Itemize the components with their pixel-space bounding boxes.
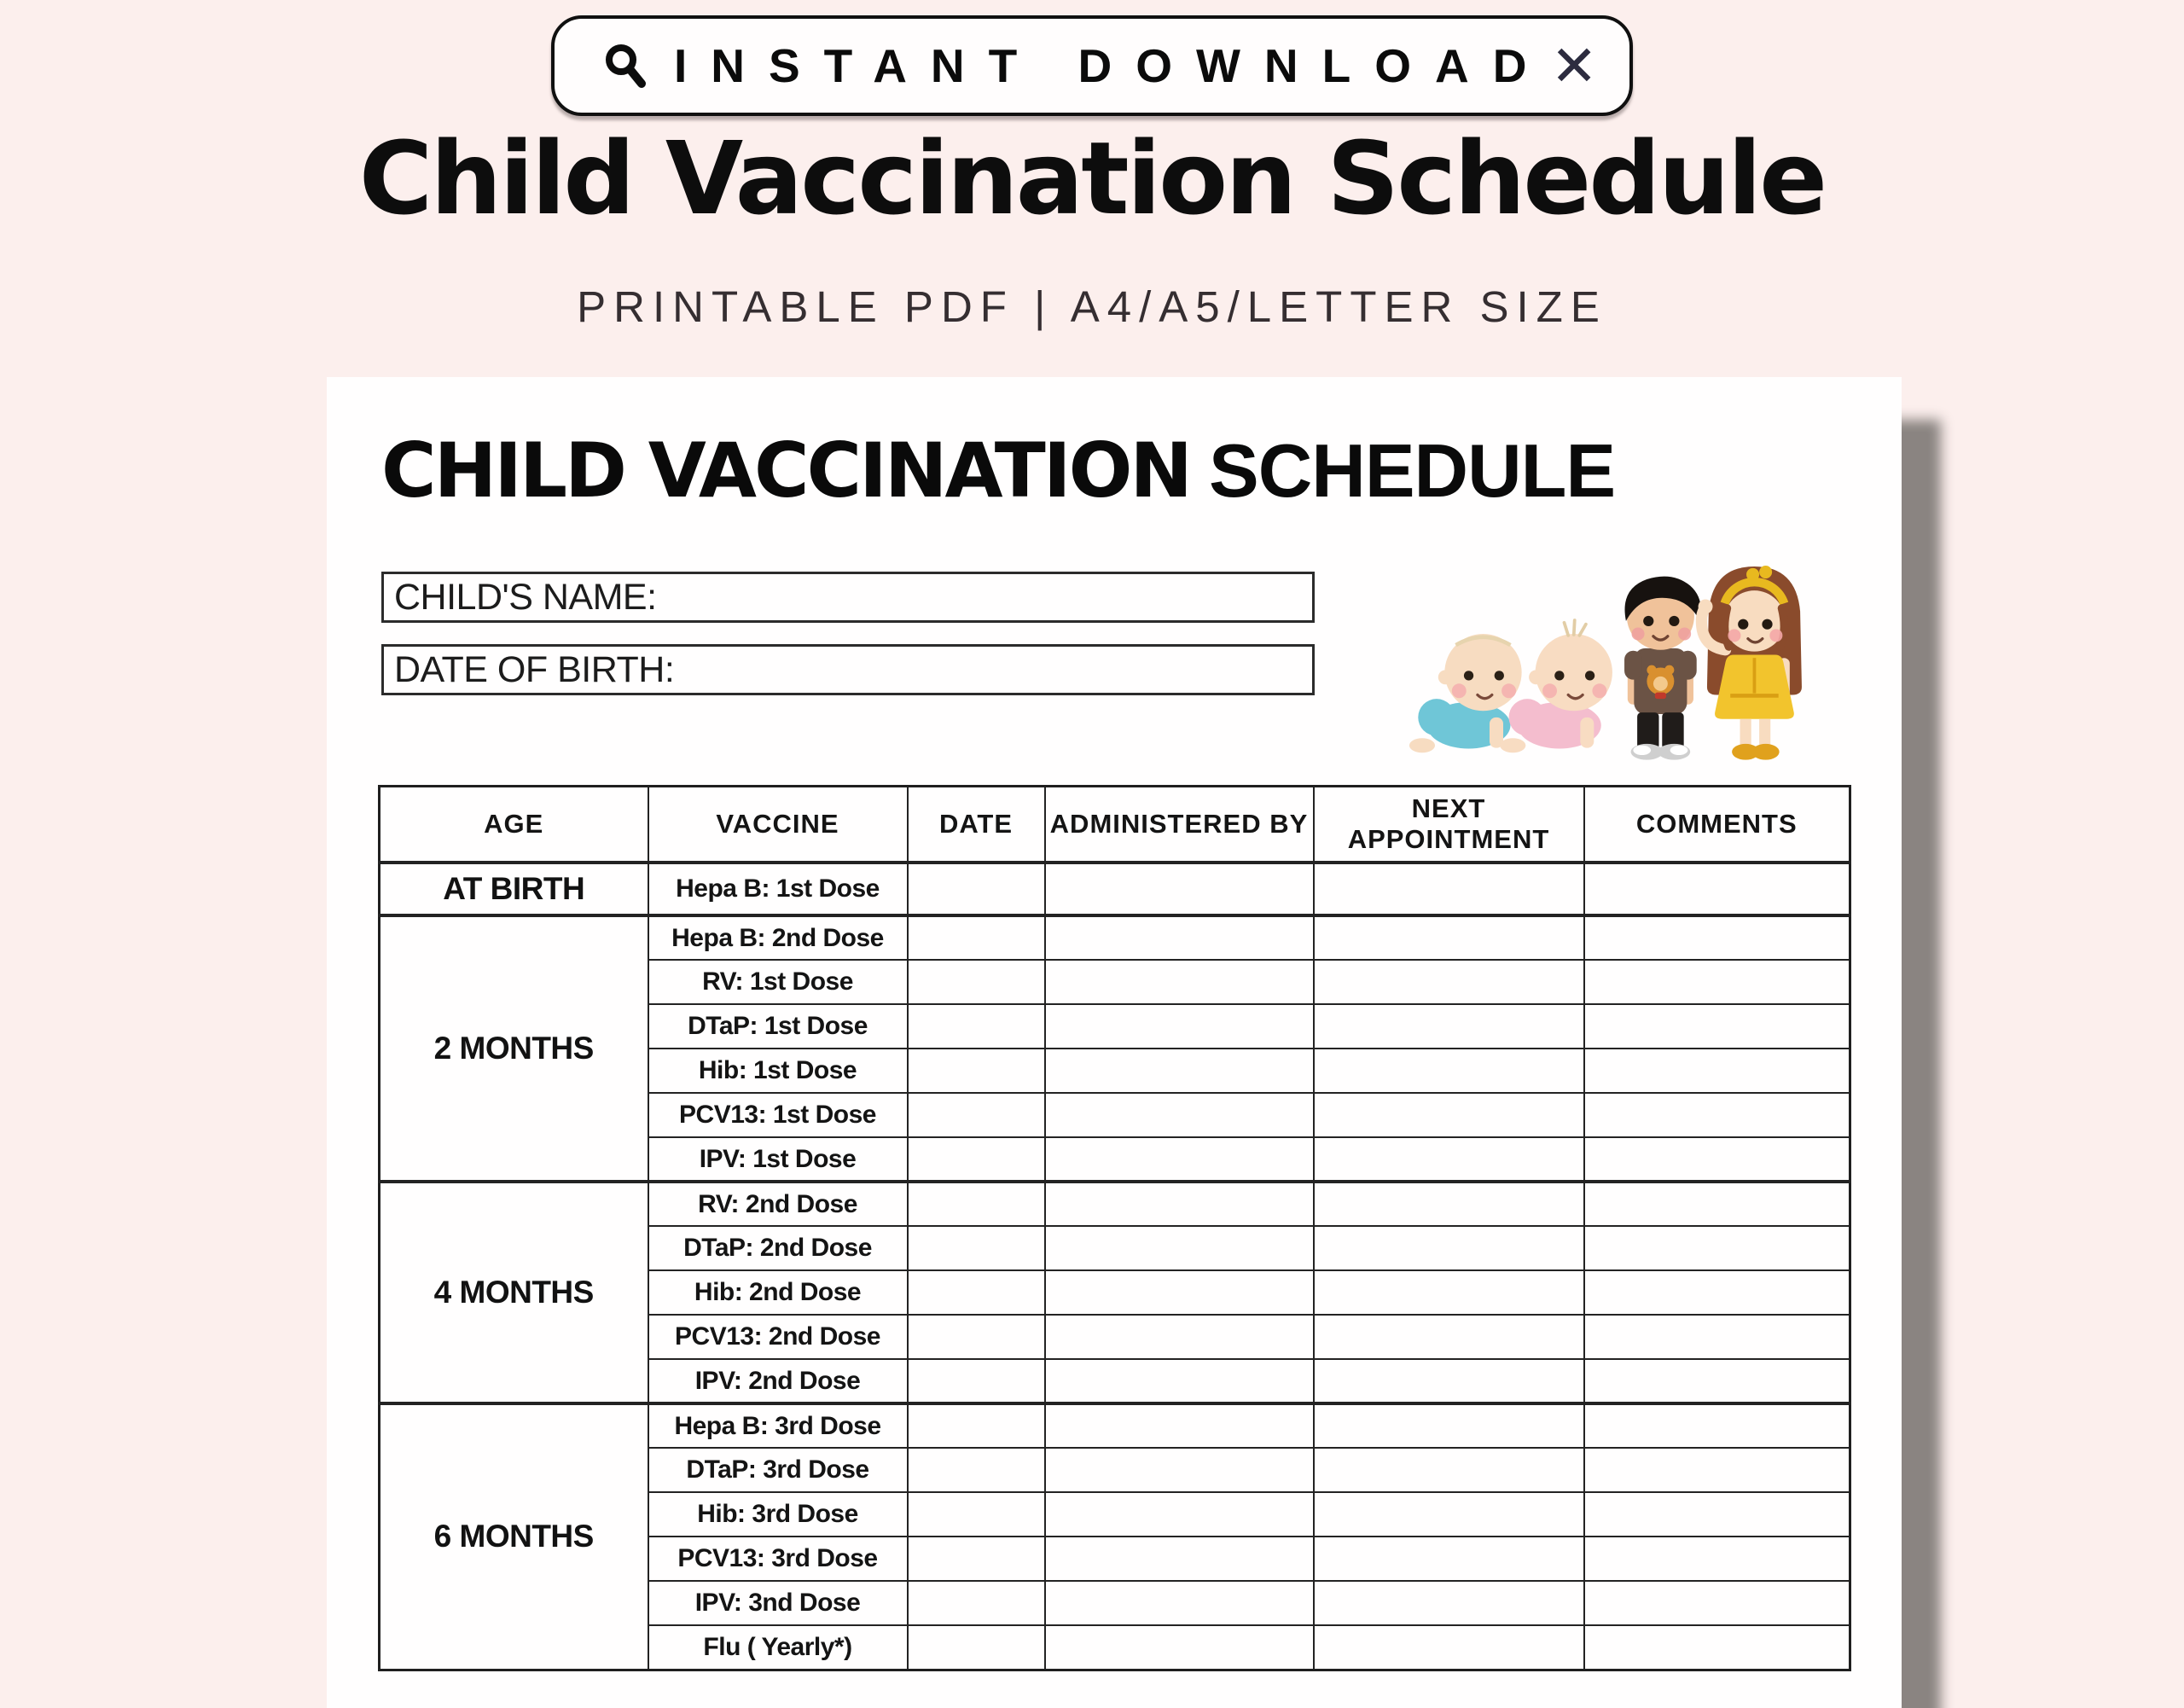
entry-cell xyxy=(1314,1093,1584,1137)
entry-cell xyxy=(1045,1448,1314,1492)
entry-cell xyxy=(1045,1492,1314,1537)
entry-cell xyxy=(1045,1093,1314,1137)
entry-cell xyxy=(908,1270,1045,1315)
entry-cell xyxy=(1045,1625,1314,1670)
document-heading-secondary: SCHEDULE xyxy=(1209,428,1616,513)
entry-cell xyxy=(1045,1182,1314,1226)
entry-cell xyxy=(1584,1448,1850,1492)
entry-cell xyxy=(908,1182,1045,1226)
table-row xyxy=(380,1403,1850,1448)
entry-cell xyxy=(1314,1182,1584,1226)
entry-cell xyxy=(1045,1004,1314,1049)
childs-name-label: CHILD'S NAME: xyxy=(394,576,657,618)
entry-cell xyxy=(908,1226,1045,1270)
vaccine-cell: DTaP: 1st Dose xyxy=(648,1004,908,1049)
vaccine-cell: Hib: 3rd Dose xyxy=(648,1492,908,1537)
entry-cell xyxy=(1045,1137,1314,1182)
column-header: NEXT APPOINTMENT xyxy=(1314,787,1584,863)
entry-cell xyxy=(1584,1182,1850,1226)
entry-cell xyxy=(908,863,1045,915)
entry-cell xyxy=(1314,915,1584,960)
entry-cell xyxy=(1314,1492,1584,1537)
entry-cell xyxy=(1584,1049,1850,1093)
baby-blue xyxy=(1409,634,1522,752)
entry-cell xyxy=(908,960,1045,1004)
search-icon xyxy=(602,42,650,90)
table-row xyxy=(380,915,1850,960)
vaccine-cell: IPV: 1st Dose xyxy=(648,1137,908,1182)
boy xyxy=(1624,577,1701,760)
document-sheet xyxy=(327,377,1902,1708)
age-cell: 6 MONTHS xyxy=(380,1403,648,1670)
entry-cell xyxy=(1584,863,1850,915)
vaccine-cell: IPV: 3nd Dose xyxy=(648,1581,908,1625)
entry-cell xyxy=(1584,1315,1850,1359)
entry-cell xyxy=(1045,1270,1314,1315)
close-icon[interactable]: ✕ xyxy=(1550,34,1598,97)
date-of-birth-field xyxy=(381,644,1315,695)
entry-cell xyxy=(908,1359,1045,1403)
entry-cell xyxy=(908,1093,1045,1137)
entry-cell xyxy=(908,1049,1045,1093)
entry-cell xyxy=(1314,1226,1584,1270)
vaccine-cell: Hepa B: 1st Dose xyxy=(648,863,908,915)
table-row xyxy=(380,1182,1850,1226)
column-header: AGE xyxy=(380,787,648,863)
entry-cell xyxy=(1314,863,1584,915)
document-heading xyxy=(381,427,1616,514)
vaccine-cell: RV: 1st Dose xyxy=(648,960,908,1004)
entry-cell xyxy=(1045,960,1314,1004)
entry-cell xyxy=(1045,863,1314,915)
vaccine-cell: Hepa B: 3rd Dose xyxy=(648,1403,908,1448)
badge-label: INSTANT DOWNLOAD xyxy=(674,39,1551,92)
vaccine-cell: PCV13: 2nd Dose xyxy=(648,1315,908,1359)
entry-cell xyxy=(1584,1137,1850,1182)
vaccine-cell: Hepa B: 2nd Dose xyxy=(648,915,908,960)
column-header: VACCINE xyxy=(648,787,908,863)
entry-cell xyxy=(1314,1359,1584,1403)
vaccine-cell: Hib: 1st Dose xyxy=(648,1049,908,1093)
entry-cell xyxy=(1584,1492,1850,1537)
column-header: ADMINISTERED BY xyxy=(1045,787,1314,863)
vaccine-cell: PCV13: 3rd Dose xyxy=(648,1537,908,1581)
entry-cell xyxy=(1045,1403,1314,1448)
entry-cell xyxy=(1314,1004,1584,1049)
entry-cell xyxy=(1045,1315,1314,1359)
entry-cell xyxy=(1584,1270,1850,1315)
children-illustration xyxy=(1395,537,1828,770)
age-cell: 4 MONTHS xyxy=(380,1182,648,1403)
entry-cell xyxy=(1045,1226,1314,1270)
entry-cell xyxy=(1584,1226,1850,1270)
vaccine-cell: DTaP: 3rd Dose xyxy=(648,1448,908,1492)
entry-cell xyxy=(1584,1537,1850,1581)
vaccine-cell: PCV13: 1st Dose xyxy=(648,1093,908,1137)
entry-cell xyxy=(1584,1004,1850,1049)
childs-name-field xyxy=(381,572,1315,623)
page-title: Child Vaccination Schedule xyxy=(358,119,1826,237)
vaccine-cell: Flu ( Yearly*) xyxy=(648,1625,908,1670)
document-heading-primary: CHILD VACCINATION xyxy=(381,427,1191,514)
entry-cell xyxy=(908,1537,1045,1581)
entry-cell xyxy=(1584,1093,1850,1137)
entry-cell xyxy=(1045,915,1314,960)
entry-cell xyxy=(908,1315,1045,1359)
entry-cell xyxy=(1314,1581,1584,1625)
entry-cell xyxy=(1045,1537,1314,1581)
entry-cell xyxy=(1314,1049,1584,1093)
date-of-birth-label: DATE OF BIRTH: xyxy=(394,648,675,690)
instant-download-badge xyxy=(551,15,1633,116)
column-header: COMMENTS xyxy=(1584,787,1850,863)
entry-cell xyxy=(1314,1315,1584,1359)
entry-cell xyxy=(1314,1625,1584,1670)
vaccine-cell: Hib: 2nd Dose xyxy=(648,1270,908,1315)
entry-cell xyxy=(1584,1625,1850,1670)
entry-cell xyxy=(1045,1359,1314,1403)
vaccination-table xyxy=(378,785,1851,1671)
entry-cell xyxy=(908,1448,1045,1492)
entry-cell xyxy=(1045,1049,1314,1093)
entry-cell xyxy=(908,1492,1045,1537)
entry-cell xyxy=(1314,1403,1584,1448)
vaccine-cell: DTaP: 2nd Dose xyxy=(648,1226,908,1270)
entry-cell xyxy=(908,1625,1045,1670)
entry-cell xyxy=(1314,1537,1584,1581)
vaccine-cell: IPV: 2nd Dose xyxy=(648,1359,908,1403)
column-header: DATE xyxy=(908,787,1045,863)
entry-cell xyxy=(1584,1403,1850,1448)
entry-cell xyxy=(1314,960,1584,1004)
entry-cell xyxy=(1584,915,1850,960)
page-subtitle: PRINTABLE PDF | A4/A5/LETTER SIZE xyxy=(577,282,1607,331)
entry-cell xyxy=(1584,1359,1850,1403)
table-row xyxy=(380,863,1850,915)
age-cell: 2 MONTHS xyxy=(380,915,648,1182)
entry-cell xyxy=(1584,960,1850,1004)
entry-cell xyxy=(1584,1581,1850,1625)
table-header-row xyxy=(380,787,1850,863)
entry-cell xyxy=(1314,1448,1584,1492)
entry-cell xyxy=(908,915,1045,960)
entry-cell xyxy=(1314,1137,1584,1182)
age-cell: AT BIRTH xyxy=(380,863,648,915)
entry-cell xyxy=(908,1004,1045,1049)
entry-cell xyxy=(908,1137,1045,1182)
entry-cell xyxy=(908,1403,1045,1448)
vaccine-cell: RV: 2nd Dose xyxy=(648,1182,908,1226)
girl xyxy=(1699,566,1802,760)
table-body xyxy=(380,863,1850,1670)
entry-cell xyxy=(908,1581,1045,1625)
entry-cell xyxy=(1314,1270,1584,1315)
entry-cell xyxy=(1045,1581,1314,1625)
